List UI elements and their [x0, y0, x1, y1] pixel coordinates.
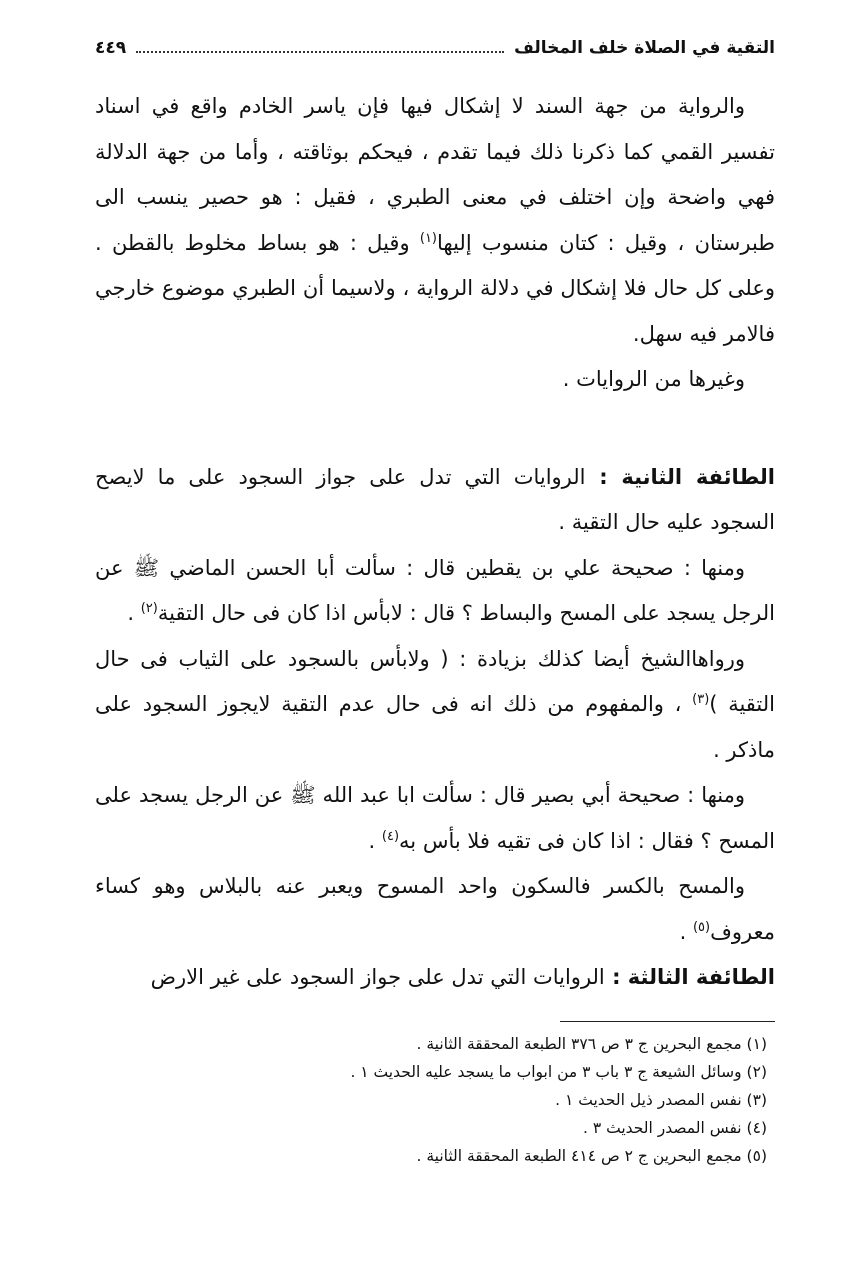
footnote-4: (٤) نفس المصدر الحديث ٣ .: [582, 1118, 767, 1137]
paragraph-8: [95, 955, 775, 1001]
paragraph-7: [95, 864, 775, 955]
paragraph-6: [95, 773, 775, 864]
footnote-ref-4: (٤): [381, 828, 400, 844]
paragraph-text: والمسح بالكسر فالسكون واحد المسوح ويعبر عنه بالبلاس وهو كساء معروف: [95, 874, 775, 944]
paragraph-1: [95, 84, 775, 357]
main-text: [95, 84, 775, 1001]
paragraph-text-cont: .: [679, 919, 693, 944]
book-page: [95, 30, 775, 1170]
footnote-ref-2: (٢): [140, 601, 158, 616]
header-dot-leader: [136, 51, 504, 53]
footnote-divider: [560, 1021, 775, 1022]
footnotes: [95, 1030, 767, 1170]
footnote-ref-5: (٥): [692, 919, 711, 935]
paragraph-text: ومنها : صحيحة علي بن يقطين قال : سألت أبا الحسن الماضي ﷺ عن الرجل يسجد على المسح والبساط ؟ قال : لابأس اذا كان فى حال التقية: [95, 555, 775, 625]
paragraph-text: وغيرها من الروايات .: [562, 367, 745, 391]
paragraph-text-cont: .: [368, 828, 382, 853]
paragraph-text: ومنها : صحيحة أبي بصير قال : سألت ابا عبد الله ﷺ عن الرجل يسجد على المسح ؟ فقال : اذا كان فى تقيه فلا بأس به: [95, 783, 775, 853]
page-number: ٤٤٩: [95, 38, 127, 58]
paragraph-4: [95, 546, 775, 637]
paragraph-text: الروايات التي تدل على جواز السجود على غير الارض: [150, 965, 605, 989]
footnote-ref-1: (١): [419, 230, 437, 246]
footnote-1: (١) مجمع البحرين ج ٣ ص ٣٧٦ الطبعة المحققة الثانية .: [416, 1034, 767, 1053]
footnote-2: (٢) وسائل الشيعة ج ٣ باب ٣ من ابواب ما يسجد عليه الحديث ١ .: [350, 1062, 767, 1081]
footnote-ref-3: (٣): [692, 692, 710, 707]
paragraph-text-cont: وقيل : هو بساط مخلوط بالقطن . وعلى كل حال فلا إشكال في دلالة الرواية ، ولاسيما أن الطبري موضوع خارجي فالامر فيه سهل.: [95, 230, 775, 346]
paragraph-2: [95, 357, 775, 403]
paragraph-text: والرواية من جهة السند لا إشكال فيها فإن ياسر الخادم واقع في اسناد تفسير القمي كما ذكرنا ذلك فيما تقدم ، فيحكم بوثاقته ، وأما من جهة الدلالة فهي واضحة وإن اختلف في معنى الطبري ، فقيل : هو حصير ينسب الى طبرستان ، وقيل : كتان منسوب إليها: [95, 94, 775, 255]
footnote-5: (٥) مجمع البحرين ج ٢ ص ٤١٤ الطبعة المحققة الثانية .: [416, 1146, 767, 1165]
section-heading: الطائفة الثانية :: [585, 464, 775, 489]
paragraph-3: [95, 455, 775, 546]
section-heading: الطائفة الثالثة :: [604, 965, 775, 989]
paragraph-text: ورواهاالشيخ أيضا كذلك بزيادة : ( ولابأس بالسجود على الثياب فى حال التقية ): [95, 646, 775, 716]
footnote-3: (٣) نفس المصدر ذيل الحديث ١ .: [555, 1090, 767, 1109]
paragraph-text: الروايات التي تدل على جواز السجود على ما لايصح السجود عليه حال التقية .: [95, 464, 775, 534]
running-header: [95, 30, 775, 66]
paragraph-text-cont: ، والمفهوم من ذلك انه فى حال عدم التقية لايجوز السجود على ماذكر .: [95, 692, 775, 762]
section-gap: [95, 403, 775, 455]
paragraph-5: [95, 637, 775, 774]
header-title: التقية في الصلاة خلف المخالف: [514, 38, 775, 58]
paragraph-text-cont: .: [127, 601, 141, 625]
